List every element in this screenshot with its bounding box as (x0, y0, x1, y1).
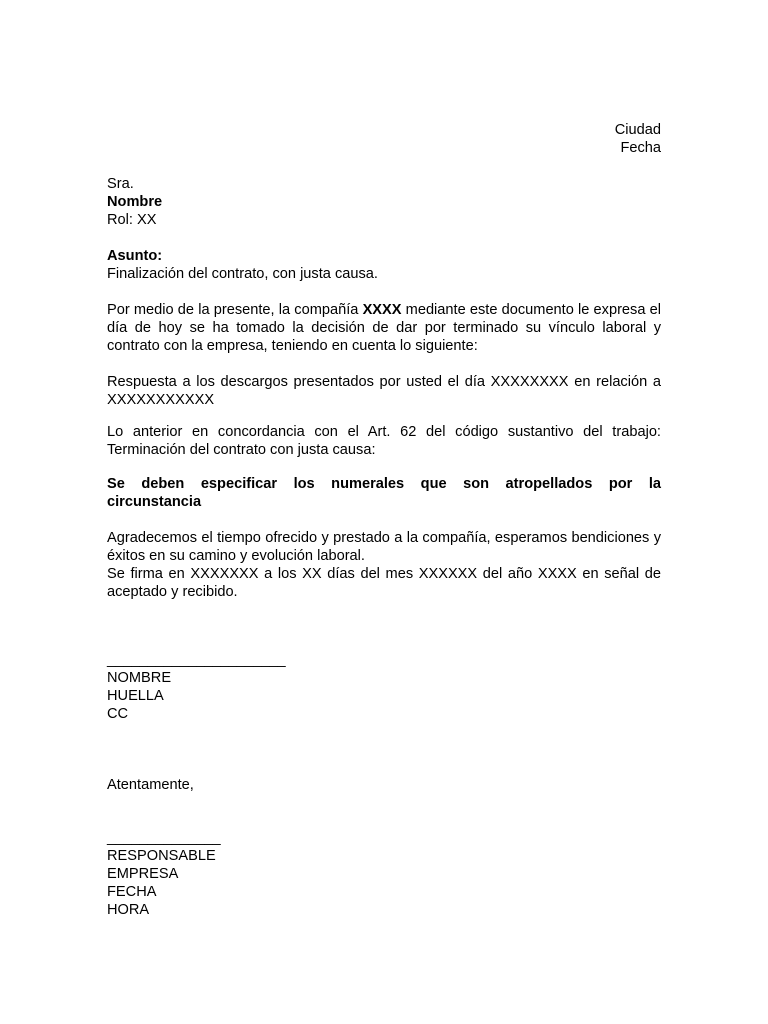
employee-signature-block (107, 651, 661, 723)
intro-paragraph (107, 301, 661, 355)
company-signature-block (107, 829, 661, 919)
employee-id-label: CC (107, 706, 129, 722)
employee-fingerprint-label: HUELLA (107, 688, 164, 704)
recipient-role: Rol: XX (107, 212, 157, 228)
letter-document (107, 121, 661, 919)
company-signature-line: ______________ (107, 830, 221, 846)
recipient-block (107, 175, 661, 229)
signing-paragraph: Se firma en XXXXXXX a los XX días del mes XXXXXX del año XXXX en señal de aceptado y recibido. (107, 566, 661, 600)
legal-basis-line-1: Lo anterior en concordancia con el Art. 62 del código sustantivo del trabajo: (107, 424, 661, 440)
date-text: Fecha (620, 140, 661, 156)
company-label: EMPRESA (107, 866, 179, 882)
closing-text: Atentamente, (107, 777, 194, 793)
specification-line-2: circunstancia (107, 494, 202, 510)
recipient-name: Nombre (107, 194, 163, 210)
recipient-salutation: Sra. (107, 176, 134, 192)
thanks-block (107, 529, 661, 601)
responsible-label: RESPONSABLE (107, 848, 216, 864)
legal-basis-paragraph (107, 423, 661, 459)
employee-signature-line: ______________________ (107, 652, 286, 668)
company-placeholder: XXXX (362, 302, 402, 318)
subject-label: Asunto: (107, 248, 163, 264)
specification-line-1: Se deben especificar los numerales que son atropellados por la (107, 476, 661, 492)
specification-note (107, 475, 661, 511)
subject-block (107, 247, 661, 283)
response-paragraph: Respuesta a los descargos presentados por usted el día XXXXXXXX en relación a XXXXXXXXXXX (107, 374, 661, 408)
company-date-label: FECHA (107, 884, 157, 900)
employee-name-label: NOMBRE (107, 670, 172, 686)
legal-basis-line-2: Terminación del contrato con justa causa: (107, 442, 376, 458)
thanks-paragraph: Agradecemos el tiempo ofrecido y prestado a la compañía, esperamos bendiciones y éxitos en su camino y evolución laboral. (107, 530, 661, 564)
intro-text-end: mediante este documento le expresa el día de hoy se ha tomado la decisión de dar por terminado su vínculo laboral y contrato con la empresa, teniendo en cuenta lo siguiente: (107, 302, 661, 354)
company-time-label: HORA (107, 902, 150, 918)
letter-header (107, 121, 661, 157)
intro-text-start: Por medio de la presente, la compañía (107, 302, 363, 318)
subject-text: Finalización del contrato, con justa causa. (107, 266, 378, 282)
city-text: Ciudad (614, 122, 661, 138)
